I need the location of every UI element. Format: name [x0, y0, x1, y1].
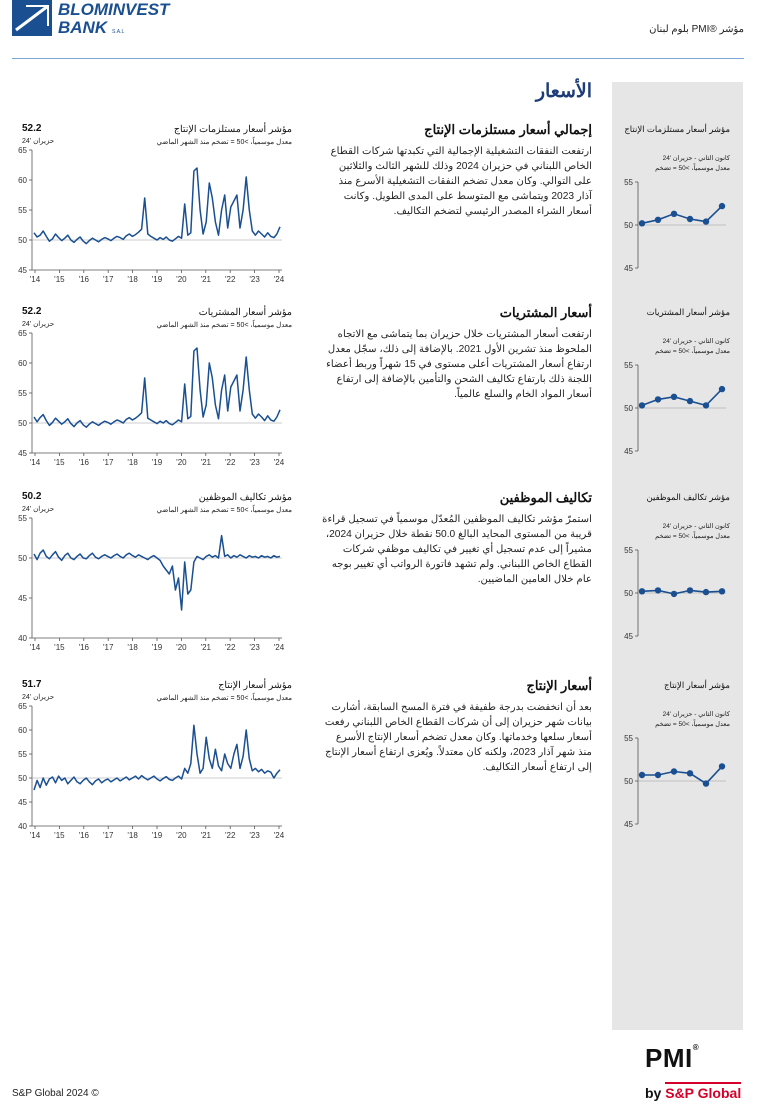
x-tick-label: '20 [176, 831, 187, 840]
x-tick-label: '24 [273, 275, 285, 284]
y-tick-label: 45 [18, 449, 27, 458]
mini-data-point [703, 589, 709, 595]
mini-chart-dates: كانون الثاني - حزيران '24 [662, 338, 730, 345]
chart-latest-value: 51.7 [22, 679, 42, 690]
y-tick-label: 45 [18, 798, 27, 807]
x-tick-label: '20 [176, 643, 187, 652]
x-tick-label: '16 [78, 458, 90, 467]
page-section-title: الأسعار [535, 81, 592, 102]
mini-data-point [655, 587, 661, 593]
y-tick-label: 45 [18, 266, 27, 275]
y-tick-label: 55 [18, 514, 27, 523]
x-tick-label: '22 [224, 643, 236, 652]
section-heading: إجمالي أسعار مستلزمات الإنتاج [424, 122, 592, 137]
mini-line-chart [622, 544, 732, 644]
section-body: استمرّ مؤشر تكاليف الموظفين المُعدّل موسمياً في تسجيل قراءة قريبة من المستوى المحايد البالغ 50.0 نقطة خلال حزيران 2024، مشيراً إلى عدم تسجيل أي تغيير في تكاليف موظفي شركات القطاع الخاص اللبناني. ولم تشهد فاتورة الرواتب أي تغيير بوجه عام خلال العامين الماضيين. [322, 514, 592, 585]
header-divider [12, 58, 744, 59]
y-tick-label: 60 [18, 726, 27, 735]
by-text: by [645, 1085, 662, 1101]
x-tick-label: '22 [224, 831, 236, 840]
x-tick-label: '17 [102, 275, 114, 284]
x-tick-label: '19 [151, 275, 163, 284]
mini-data-point [655, 396, 661, 402]
y-tick-label: 60 [18, 176, 27, 185]
x-tick-label: '21 [200, 831, 212, 840]
x-tick-label: '16 [78, 831, 90, 840]
chart-subtitle: معدل موسمياً، >50 = تضخم منذ الشهر الماضي [156, 139, 292, 146]
mini-data-point [687, 216, 693, 222]
mini-chart-title: مؤشر تكاليف الموظفين [646, 492, 730, 502]
x-tick-label: '15 [54, 458, 65, 467]
section-heading: أسعار الإنتاج [526, 678, 592, 693]
chart-title: مؤشر تكاليف الموظفين [198, 492, 292, 503]
mini-data-point [719, 763, 725, 769]
series-line [34, 168, 280, 244]
logo-line2: BANK [58, 18, 108, 37]
mini-y-tick-label: 45 [624, 264, 633, 273]
sp-global-text: S&P Global [665, 1082, 741, 1101]
y-tick-label: 65 [18, 146, 27, 155]
mini-data-point [687, 770, 693, 776]
mini-data-point [687, 398, 693, 404]
blominvest-logo [12, 0, 197, 40]
x-tick-label: '23 [249, 275, 260, 284]
section-heading: تكاليف الموظفين [499, 490, 592, 505]
mini-data-point [655, 217, 661, 223]
mini-data-point [671, 591, 677, 597]
x-tick-label: '21 [200, 275, 212, 284]
pmi-logo-text: PMI [645, 1043, 693, 1073]
x-tick-label: '23 [249, 458, 260, 467]
chart-title: مؤشر أسعار مستلزمات الإنتاج [173, 124, 292, 135]
mini-data-point [703, 402, 709, 408]
y-tick-label: 55 [18, 389, 27, 398]
mini-y-tick-label: 45 [624, 820, 633, 829]
x-tick-label: '21 [200, 643, 212, 652]
mini-chart-subtitle: معدل موسمياً، >50 = تضخم [655, 165, 730, 172]
mini-data-point [639, 588, 645, 594]
mini-data-point [639, 772, 645, 778]
x-tick-label: '21 [200, 458, 212, 467]
y-tick-label: 50 [18, 236, 27, 245]
x-tick-label: '18 [127, 458, 138, 467]
x-tick-label: '20 [176, 275, 187, 284]
chart-latest-month: حزيران '24 [22, 138, 55, 145]
x-tick-label: '16 [78, 275, 90, 284]
mini-chart-title: مؤشر أسعار المشتريات [646, 307, 730, 317]
mini-chart-title: مؤشر أسعار مستلزمات الإنتاج [624, 124, 730, 134]
mini-y-tick-label: 50 [624, 777, 633, 786]
mini-chart-title: مؤشر أسعار الإنتاج [664, 680, 730, 690]
mini-y-tick-label: 45 [624, 632, 633, 641]
section-body: بعد أن انخفضت بدرجة طفيفة في فترة المسح السابقة، أشارت بيانات شهر حزيران إلى أن شركات القطاع الخاص اللبناني رفعت أسعار سلعها وخدماتها. وكان معدل تضخم أسعار الإنتاج الأسرع منذ شهر آذار 2023، ولكنه كان معتدلاً. ويُعزى ارتفاع أسعار الإنتاج إلى ارتفاع أسعار التكاليف. [324, 702, 592, 773]
sp-global-logo [645, 1085, 741, 1101]
line-chart [14, 700, 294, 840]
y-tick-label: 65 [18, 702, 27, 711]
mini-data-point [671, 768, 677, 774]
mini-y-tick-label: 55 [624, 361, 633, 370]
x-tick-label: '24 [273, 643, 285, 652]
x-tick-label: '14 [29, 831, 41, 840]
chart-latest-month: حزيران '24 [22, 321, 55, 328]
series-line [34, 725, 280, 790]
mini-chart-dates: كانون الثاني - حزيران '24 [662, 523, 730, 530]
line-chart [14, 144, 294, 284]
chart-latest-value: 50.2 [22, 491, 42, 502]
mini-series-line [642, 206, 722, 223]
y-tick-label: 50 [18, 774, 27, 783]
x-tick-label: '18 [127, 831, 138, 840]
mini-series-line [642, 590, 722, 594]
y-tick-label: 55 [18, 750, 27, 759]
x-tick-label: '15 [54, 643, 65, 652]
y-tick-label: 50 [18, 419, 27, 428]
x-tick-label: '17 [102, 643, 114, 652]
copyright-text: S&P Global 2024 © [12, 1088, 99, 1099]
y-tick-label: 40 [18, 822, 27, 831]
y-tick-label: 45 [18, 594, 27, 603]
mini-chart-subtitle: معدل موسمياً، >50 = تضخم [655, 348, 730, 355]
mini-line-chart [622, 732, 732, 832]
y-tick-label: 55 [18, 206, 27, 215]
section-heading: أسعار المشتريات [499, 305, 592, 320]
chart-latest-value: 52.2 [22, 123, 42, 134]
section-body: ارتفعت أسعار المشتريات خلال حزيران بما يتماشى مع الاتجاه الملحوظ منذ تشرين الأول 2021. بالإضافة إلى ذلك، سجّل معدل ارتفاع أسعار المشتريات أعلى مستوى في 15 شهراً وربط أعضاء اللجنة ذلك بارتفاع تكاليف الشحن والتأمين بالإضافة إلى ارتفاع أسعار المواد الخام والسلع عالمياً. [326, 329, 592, 400]
mini-line-chart [622, 359, 732, 459]
x-tick-label: '17 [102, 831, 114, 840]
mini-data-point [671, 394, 677, 400]
chart-latest-month: حزيران '24 [22, 694, 55, 701]
series-line [34, 348, 280, 427]
x-tick-label: '14 [29, 275, 41, 284]
mini-data-point [639, 402, 645, 408]
logo-emblem-icon [12, 0, 52, 36]
mini-data-point [687, 587, 693, 593]
x-tick-label: '15 [54, 275, 65, 284]
x-tick-label: '15 [54, 831, 65, 840]
chart-subtitle: معدل موسمياً، >50 = تضخم منذ الشهر الماضي [156, 322, 292, 329]
mini-chart-subtitle: معدل موسمياً، >50 = تضخم [655, 721, 730, 728]
y-tick-label: 65 [18, 329, 27, 338]
chart-latest-value: 52.2 [22, 306, 42, 317]
mini-data-point [719, 203, 725, 209]
x-tick-label: '19 [151, 831, 163, 840]
pmi-logo: PMI® [645, 1043, 700, 1073]
line-chart [14, 512, 294, 652]
mini-data-point [671, 211, 677, 217]
mini-y-tick-label: 45 [624, 447, 633, 456]
series-line [34, 536, 280, 610]
report-title: مؤشر ®PMI بلوم لبنان [649, 24, 744, 35]
x-tick-label: '20 [176, 458, 187, 467]
x-tick-label: '22 [224, 275, 236, 284]
x-tick-label: '18 [127, 643, 138, 652]
mini-data-point [639, 220, 645, 226]
section-body: ارتفعت النفقات التشغيلية الإجمالية التي تكبدتها شركات القطاع الخاص اللبناني في حزيران 2024 وذلك للشهر الثالث والثلاثين على التوالي. وكان معدل تضخم النفقات التشغيلية الأسرع منذ آذار 2023 ويتماشى مع المتوسط على المدى الطويل. وكانت أسعار الشراء المصدر الرئيسي لتضخم التكاليف. [330, 146, 592, 217]
mini-y-tick-label: 50 [624, 404, 633, 413]
mini-y-tick-label: 50 [624, 589, 633, 598]
mini-y-tick-label: 55 [624, 546, 633, 555]
x-tick-label: '24 [273, 458, 285, 467]
x-tick-label: '18 [127, 275, 138, 284]
x-tick-label: '14 [29, 643, 41, 652]
mini-y-tick-label: 50 [624, 221, 633, 230]
mini-data-point [703, 218, 709, 224]
x-tick-label: '23 [249, 643, 260, 652]
chart-latest-month: حزيران '24 [22, 506, 55, 513]
line-chart [14, 327, 294, 467]
x-tick-label: '16 [78, 643, 90, 652]
x-tick-label: '23 [249, 831, 260, 840]
chart-title: مؤشر أسعار الإنتاج [218, 680, 292, 691]
mini-chart-dates: كانون الثاني - حزيران '24 [662, 711, 730, 718]
logo-line1: BLOMINVEST [58, 0, 170, 19]
y-tick-label: 40 [18, 634, 27, 643]
mini-data-point [719, 386, 725, 392]
mini-line-chart [622, 176, 732, 276]
x-tick-label: '22 [224, 458, 236, 467]
mini-chart-dates: كانون الثاني - حزيران '24 [662, 155, 730, 162]
chart-title: مؤشر أسعار المشتريات [198, 307, 292, 318]
mini-series-line [642, 389, 722, 405]
mini-data-point [703, 780, 709, 786]
logo-sal: S.A.L [112, 29, 125, 35]
mini-y-tick-label: 55 [624, 178, 633, 187]
chart-subtitle: معدل موسمياً، >50 = تضخم منذ الشهر الماضي [156, 507, 292, 514]
mini-data-point [655, 772, 661, 778]
chart-subtitle: معدل موسمياً، >50 = تضخم منذ الشهر الماضي [156, 695, 292, 702]
x-tick-label: '17 [102, 458, 114, 467]
mini-y-tick-label: 55 [624, 734, 633, 743]
y-tick-label: 60 [18, 359, 27, 368]
x-tick-label: '14 [29, 458, 41, 467]
x-tick-label: '19 [151, 458, 163, 467]
x-tick-label: '19 [151, 643, 163, 652]
x-tick-label: '24 [273, 831, 285, 840]
mini-data-point [719, 588, 725, 594]
mini-chart-subtitle: معدل موسمياً، >50 = تضخم [655, 533, 730, 540]
y-tick-label: 50 [18, 554, 27, 563]
